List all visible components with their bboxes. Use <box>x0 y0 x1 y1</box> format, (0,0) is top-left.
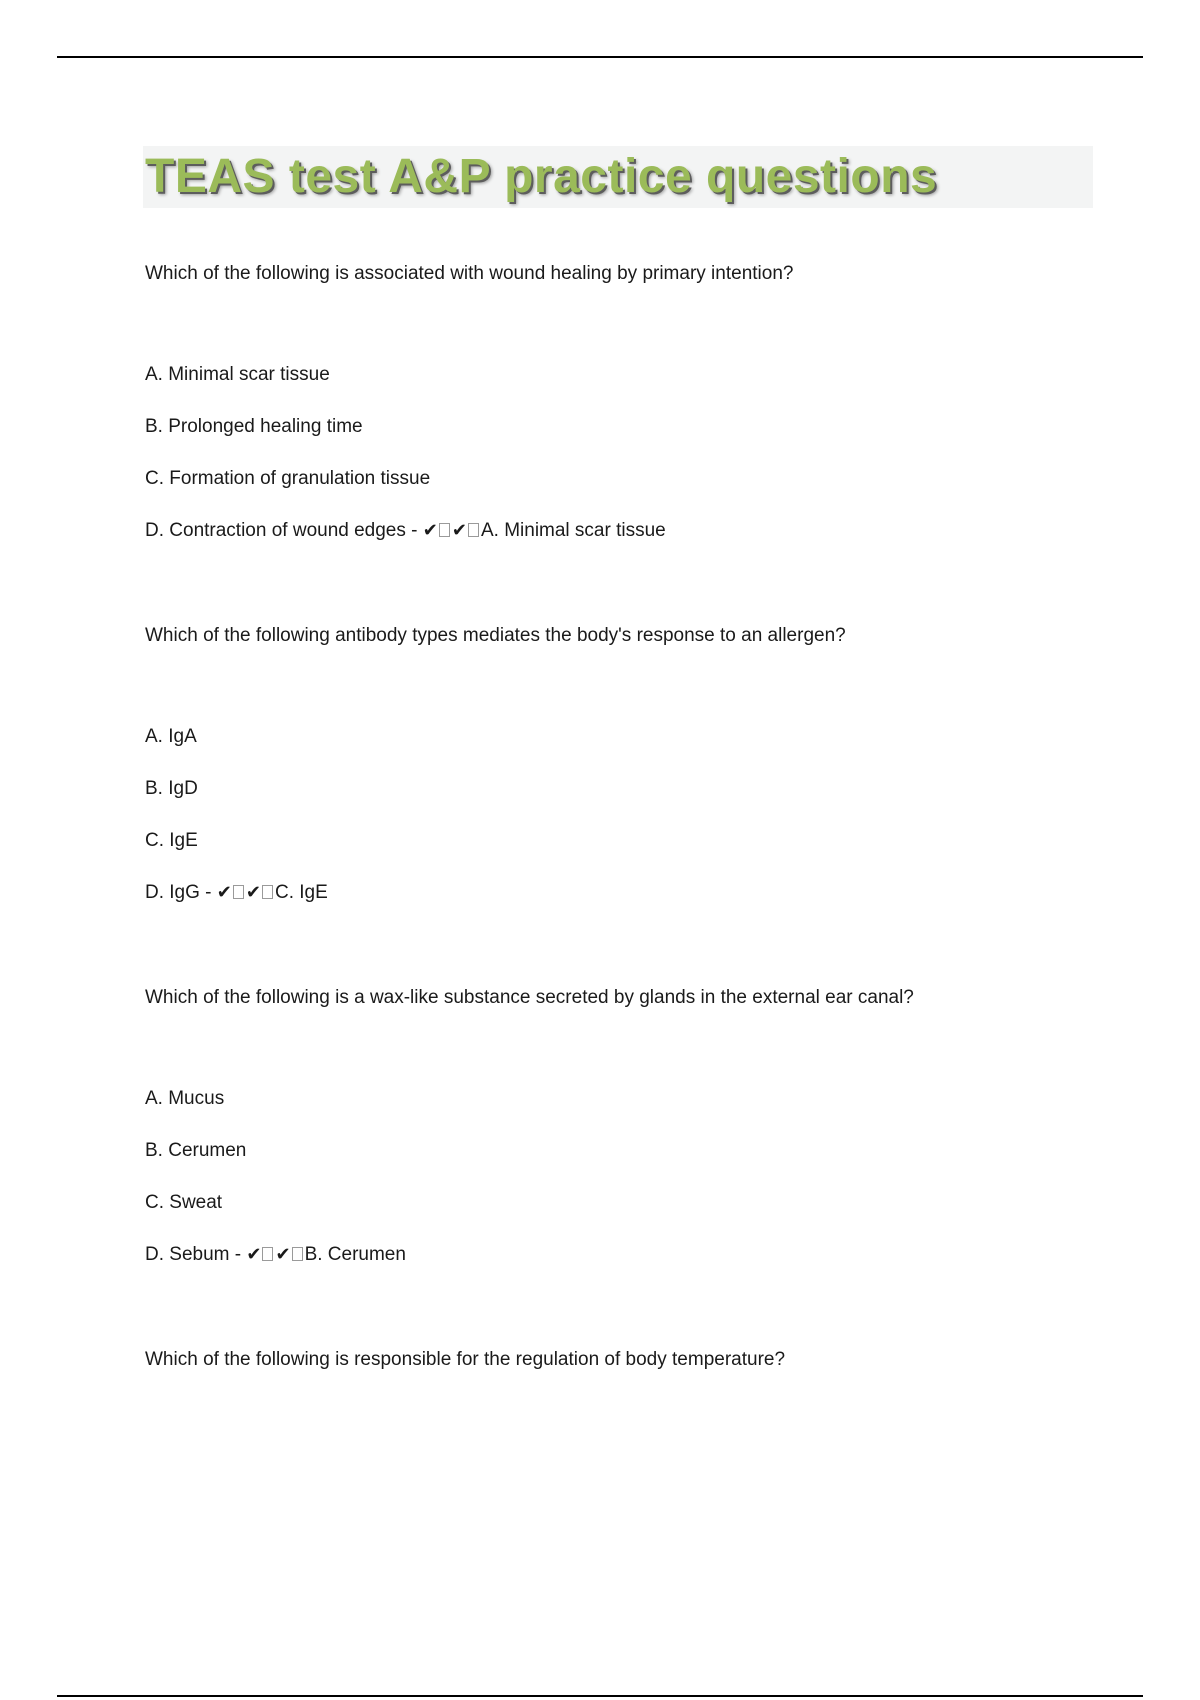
empty-box-icon <box>233 885 244 899</box>
empty-box-icon <box>468 523 479 537</box>
option-item: C. Formation of granulation tissue <box>145 468 431 489</box>
header-rule <box>57 56 1143 58</box>
check-icon: ✔ <box>216 882 232 903</box>
option-item: A. Mucus <box>145 1088 225 1109</box>
correct-answer: A. Minimal scar tissue <box>480 520 666 541</box>
option-label: D. Sebum <box>145 1244 230 1265</box>
check-icon: ✔ <box>245 882 261 903</box>
option-item: A. Minimal scar tissue <box>145 364 330 385</box>
empty-box-icon <box>292 1247 303 1261</box>
option-item-with-answer <box>145 1239 1105 1271</box>
option-label: D. Contraction of wound edges <box>145 520 406 541</box>
check-icon: ✔ <box>422 520 438 541</box>
page-title: TEAS test A&P practice questions <box>145 150 938 203</box>
option-item: B. IgD <box>145 778 198 799</box>
question-text: Which of the following is a wax-like substance secreted by glands in the external ear canal? <box>145 987 914 1008</box>
question-text: Which of the following antibody types mediates the body's response to an allergen? <box>145 625 846 646</box>
answer-separator: - <box>229 1244 247 1265</box>
option-item-with-answer <box>145 877 1105 909</box>
option-item: C. IgE <box>145 830 198 851</box>
option-item: C. Sweat <box>145 1192 223 1213</box>
footer-rule <box>57 1695 1143 1697</box>
empty-box-icon <box>439 523 450 537</box>
check-icon: ✔ <box>246 1244 262 1265</box>
question-list <box>145 258 1105 1376</box>
check-icon: ✔ <box>275 1244 291 1265</box>
option-item: A. IgA <box>145 726 197 747</box>
question-text: Which of the following is responsible for the regulation of body temperature? <box>145 1349 786 1370</box>
check-icon: ✔ <box>451 520 467 541</box>
option-item-with-answer <box>145 515 1105 547</box>
option-item: B. Cerumen <box>145 1140 247 1161</box>
correct-answer: B. Cerumen <box>304 1244 406 1265</box>
empty-box-icon <box>262 885 273 899</box>
correct-answer: C. IgE <box>274 882 328 903</box>
option-label: D. IgG <box>145 882 200 903</box>
question-text: Which of the following is associated with wound healing by primary intention? <box>145 263 794 284</box>
empty-box-icon <box>262 1247 273 1261</box>
answer-separator: - <box>199 882 217 903</box>
answer-separator: - <box>405 520 423 541</box>
option-item: B. Prolonged healing time <box>145 416 363 437</box>
